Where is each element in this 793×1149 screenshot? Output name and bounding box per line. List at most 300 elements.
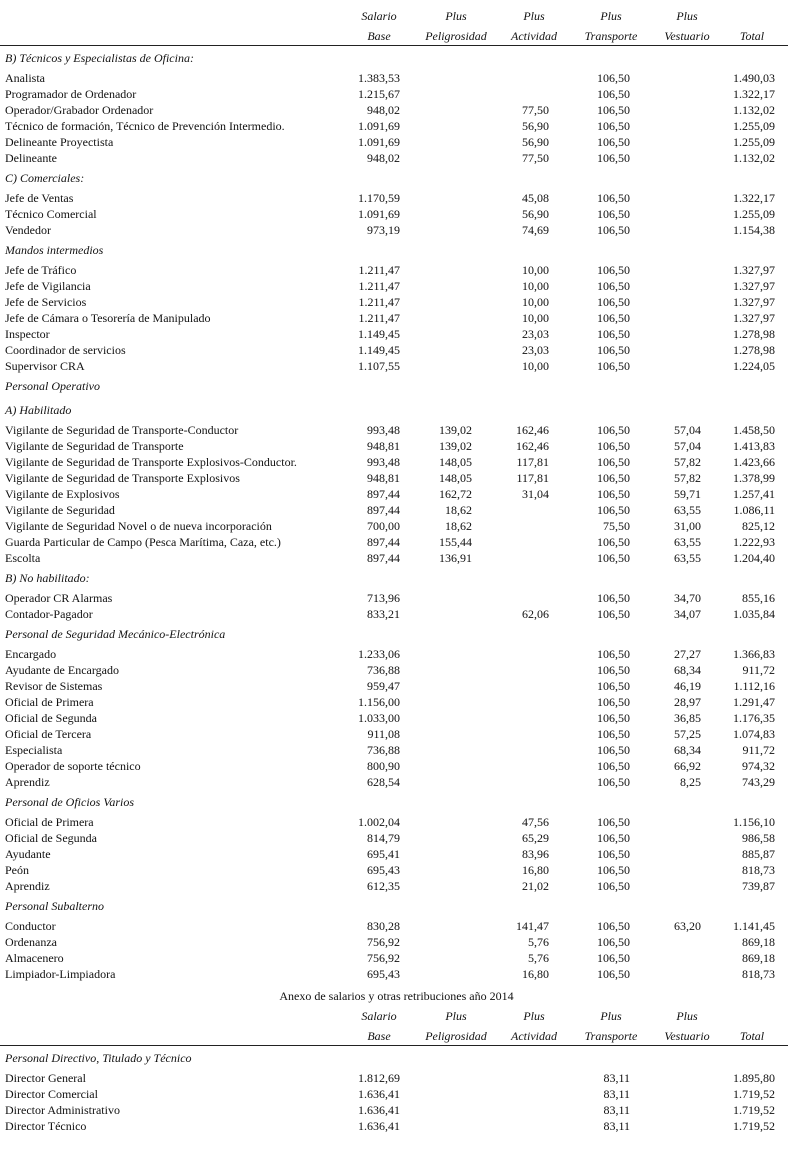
cell-transporte: 83,11 bbox=[603, 1103, 630, 1117]
cell-salario: 612,35 bbox=[367, 879, 400, 893]
row-name: Coordinador de servicios bbox=[5, 343, 126, 357]
cell-total: 1.327,97 bbox=[733, 263, 775, 277]
row-name: Oficial de Segunda bbox=[5, 711, 97, 725]
cell-total: 1.154,38 bbox=[733, 223, 775, 237]
header-transporte-line2: Transporte bbox=[584, 29, 638, 43]
cell-transporte: 106,50 bbox=[597, 951, 630, 965]
header-peligrosidad-line1: Plus bbox=[445, 9, 467, 23]
table-row bbox=[0, 550, 793, 566]
table-row bbox=[0, 294, 793, 310]
table-row bbox=[0, 726, 793, 742]
cell-total: 869,18 bbox=[742, 935, 775, 949]
cell-transporte: 106,50 bbox=[597, 191, 630, 205]
cell-salario: 993,48 bbox=[367, 423, 400, 437]
table-row bbox=[0, 118, 793, 134]
cell-salario: 948,81 bbox=[367, 471, 400, 485]
cell-transporte: 106,50 bbox=[597, 135, 630, 149]
row-name: Oficial de Primera bbox=[5, 695, 94, 709]
header-rule bbox=[0, 45, 788, 46]
row-name: Vigilante de Seguridad bbox=[5, 503, 115, 517]
cell-salario: 959,47 bbox=[367, 679, 400, 693]
cell-transporte: 106,50 bbox=[597, 487, 630, 501]
row-name: Vigilante de Seguridad de Transporte Explosivos-Conductor. bbox=[5, 455, 297, 469]
cell-salario: 1.211,47 bbox=[358, 279, 400, 293]
cell-salario: 897,44 bbox=[367, 551, 400, 565]
cell-total: 1.156,10 bbox=[733, 815, 775, 829]
table-row bbox=[0, 742, 793, 758]
header-total bbox=[702, 6, 793, 46]
cell-total: 818,73 bbox=[742, 967, 775, 981]
cell-salario: 628,54 bbox=[367, 775, 400, 789]
row-name: Peón bbox=[5, 863, 29, 877]
section-title: Personal Subalterno bbox=[5, 899, 104, 913]
cell-transporte: 106,50 bbox=[597, 263, 630, 277]
cell-salario: 1.149,45 bbox=[358, 327, 400, 341]
cell-total: 1.327,97 bbox=[733, 295, 775, 309]
table-row bbox=[0, 486, 793, 502]
cell-transporte: 106,50 bbox=[597, 551, 630, 565]
row-name: Jefe de Ventas bbox=[5, 191, 74, 205]
cell-total: 1.255,09 bbox=[733, 135, 775, 149]
cell-total: 911,72 bbox=[742, 663, 775, 677]
table-row bbox=[0, 1070, 793, 1086]
table-row bbox=[0, 454, 793, 470]
cell-vestuario: 46,19 bbox=[674, 679, 701, 693]
cell-actividad: 162,46 bbox=[516, 439, 549, 453]
cell-transporte: 106,50 bbox=[597, 591, 630, 605]
cell-transporte: 83,11 bbox=[603, 1087, 630, 1101]
table-row bbox=[0, 1086, 793, 1102]
cell-salario: 756,92 bbox=[367, 935, 400, 949]
cell-total: 1.413,83 bbox=[733, 439, 775, 453]
section-title: A) Habilitado bbox=[5, 403, 72, 417]
row-name: Director General bbox=[5, 1071, 86, 1085]
header-rule bbox=[0, 1045, 788, 1046]
header-total-line1 bbox=[702, 1006, 793, 1026]
cell-salario: 830,28 bbox=[367, 919, 400, 933]
cell-transporte: 106,50 bbox=[597, 743, 630, 757]
cell-vestuario: 59,71 bbox=[674, 487, 701, 501]
cell-vestuario: 57,25 bbox=[674, 727, 701, 741]
cell-actividad: 5,76 bbox=[528, 935, 549, 949]
table-row bbox=[0, 222, 793, 238]
cell-transporte: 106,50 bbox=[597, 327, 630, 341]
cell-transporte: 106,50 bbox=[597, 695, 630, 709]
cell-actividad: 23,03 bbox=[522, 327, 549, 341]
header-salario-line2: Base bbox=[367, 1029, 391, 1043]
row-name: Operador de soporte técnico bbox=[5, 759, 141, 773]
cell-actividad: 56,90 bbox=[522, 119, 549, 133]
table-row bbox=[0, 758, 793, 774]
cell-total: 885,87 bbox=[742, 847, 775, 861]
cell-salario: 1.091,69 bbox=[358, 119, 400, 133]
row-name: Director Administrativo bbox=[5, 1103, 120, 1117]
cell-transporte: 106,50 bbox=[597, 103, 630, 117]
cell-transporte: 106,50 bbox=[597, 535, 630, 549]
table-row bbox=[0, 1102, 793, 1118]
row-name: Vigilante de Seguridad de Transporte Explosivos bbox=[5, 471, 240, 485]
table-row bbox=[0, 342, 793, 358]
row-name: Inspector bbox=[5, 327, 50, 341]
row-name: Vigilante de Explosivos bbox=[5, 487, 120, 501]
header-vestuario-line1: Plus bbox=[676, 9, 698, 23]
cell-peligrosidad: 18,62 bbox=[445, 519, 472, 533]
cell-salario: 1.107,55 bbox=[358, 359, 400, 373]
cell-total: 986,58 bbox=[742, 831, 775, 845]
section-title: Personal de Oficios Varios bbox=[5, 795, 134, 809]
cell-salario: 1.211,47 bbox=[358, 263, 400, 277]
row-name: Limpiador-Limpiadora bbox=[5, 967, 116, 981]
cell-salario: 948,81 bbox=[367, 439, 400, 453]
cell-transporte: 106,50 bbox=[597, 759, 630, 773]
header-total-line2: Total bbox=[739, 1029, 765, 1043]
header-salario-line1: Salario bbox=[361, 1009, 397, 1023]
table-row bbox=[0, 950, 793, 966]
cell-total: 1.895,80 bbox=[733, 1071, 775, 1085]
cell-transporte: 106,50 bbox=[597, 279, 630, 293]
cell-total: 1.035,84 bbox=[733, 607, 775, 621]
section-title: Mandos intermedios bbox=[5, 243, 104, 257]
cell-transporte: 106,50 bbox=[597, 935, 630, 949]
section-title: Personal de Seguridad Mecánico-Electrónica bbox=[5, 627, 226, 641]
cell-transporte: 106,50 bbox=[597, 879, 630, 893]
cell-salario: 814,79 bbox=[367, 831, 400, 845]
cell-vestuario: 28,97 bbox=[674, 695, 701, 709]
row-name: Ordenanza bbox=[5, 935, 57, 949]
table-row bbox=[0, 774, 793, 790]
cell-peligrosidad: 162,72 bbox=[439, 487, 472, 501]
table-row bbox=[0, 534, 793, 550]
cell-transporte: 106,50 bbox=[597, 727, 630, 741]
cell-salario: 736,88 bbox=[367, 743, 400, 757]
cell-transporte: 106,50 bbox=[597, 775, 630, 789]
row-name: Jefe de Servicios bbox=[5, 295, 87, 309]
cell-salario: 833,21 bbox=[367, 607, 400, 621]
table-row bbox=[0, 278, 793, 294]
cell-total: 1.222,93 bbox=[733, 535, 775, 549]
table-row bbox=[0, 262, 793, 278]
table-row bbox=[0, 422, 793, 438]
cell-vestuario: 31,00 bbox=[674, 519, 701, 533]
table-row bbox=[0, 590, 793, 606]
cell-total: 1.719,52 bbox=[733, 1103, 775, 1117]
cell-total: 1.141,45 bbox=[733, 919, 775, 933]
row-name: Oficial de Tercera bbox=[5, 727, 92, 741]
table-row bbox=[0, 606, 793, 622]
cell-total: 1.719,52 bbox=[733, 1119, 775, 1133]
cell-salario: 695,43 bbox=[367, 967, 400, 981]
cell-peligrosidad: 148,05 bbox=[439, 471, 472, 485]
table-row bbox=[0, 102, 793, 118]
row-name: Jefe de Cámara o Tesorería de Manipulado bbox=[5, 311, 211, 325]
cell-vestuario: 63,55 bbox=[674, 503, 701, 517]
cell-total: 869,18 bbox=[742, 951, 775, 965]
cell-actividad: 62,06 bbox=[522, 607, 549, 621]
cell-transporte: 106,50 bbox=[597, 119, 630, 133]
row-name: Director Comercial bbox=[5, 1087, 98, 1101]
section-title: Personal Directivo, Titulado y Técnico bbox=[5, 1051, 192, 1065]
table-row bbox=[0, 310, 793, 326]
table-row bbox=[0, 206, 793, 222]
cell-salario: 911,08 bbox=[367, 727, 400, 741]
cell-total: 1.327,97 bbox=[733, 311, 775, 325]
header-transporte-line2: Transporte bbox=[584, 1029, 638, 1043]
cell-salario: 993,48 bbox=[367, 455, 400, 469]
row-name: Ayudante bbox=[5, 847, 51, 861]
header-total bbox=[702, 1006, 793, 1046]
table-row bbox=[0, 966, 793, 982]
cell-salario: 1.211,47 bbox=[358, 295, 400, 309]
cell-vestuario: 57,82 bbox=[674, 455, 701, 469]
cell-peligrosidad: 139,02 bbox=[439, 439, 472, 453]
row-name: Oficial de Segunda bbox=[5, 831, 97, 845]
cell-actividad: 117,81 bbox=[516, 471, 549, 485]
cell-salario: 713,96 bbox=[367, 591, 400, 605]
cell-peligrosidad: 18,62 bbox=[445, 503, 472, 517]
cell-total: 1.176,35 bbox=[733, 711, 775, 725]
row-name: Guarda Particular de Campo (Pesca Marítima, Caza, etc.) bbox=[5, 535, 281, 549]
row-name: Delineante Proyectista bbox=[5, 135, 114, 149]
row-name: Revisor de Sistemas bbox=[5, 679, 103, 693]
cell-salario: 1.091,69 bbox=[358, 135, 400, 149]
cell-total: 1.322,17 bbox=[733, 87, 775, 101]
cell-transporte: 106,50 bbox=[597, 847, 630, 861]
cell-total: 1.257,41 bbox=[733, 487, 775, 501]
cell-transporte: 106,50 bbox=[597, 455, 630, 469]
cell-actividad: 56,90 bbox=[522, 207, 549, 221]
row-name: Escolta bbox=[5, 551, 41, 565]
header-actividad-line1: Plus bbox=[523, 9, 545, 23]
table-row bbox=[0, 86, 793, 102]
cell-salario: 973,19 bbox=[367, 223, 400, 237]
cell-transporte: 106,50 bbox=[597, 71, 630, 85]
table-row bbox=[0, 150, 793, 166]
row-name: Vigilante de Seguridad Novel o de nueva incorporación bbox=[5, 519, 272, 533]
cell-actividad: 10,00 bbox=[522, 311, 549, 325]
row-name: Técnico Comercial bbox=[5, 207, 97, 221]
cell-vestuario: 57,04 bbox=[674, 423, 701, 437]
header-actividad-line2: Actividad bbox=[511, 29, 557, 43]
cell-salario: 1.170,59 bbox=[358, 191, 400, 205]
cell-transporte: 106,50 bbox=[597, 815, 630, 829]
header-peligrosidad-line1: Plus bbox=[445, 1009, 467, 1023]
table-row bbox=[0, 694, 793, 710]
cell-transporte: 106,50 bbox=[597, 471, 630, 485]
row-name: Conductor bbox=[5, 919, 56, 933]
header-peligrosidad-line2: Peligrosidad bbox=[425, 29, 487, 43]
cell-transporte: 106,50 bbox=[597, 439, 630, 453]
row-name: Operador/Grabador Ordenador bbox=[5, 103, 154, 117]
row-name: Contador-Pagador bbox=[5, 607, 93, 621]
cell-actividad: 31,04 bbox=[522, 487, 549, 501]
table-row bbox=[0, 678, 793, 694]
cell-actividad: 10,00 bbox=[522, 359, 549, 373]
cell-transporte: 106,50 bbox=[597, 647, 630, 661]
cell-transporte: 106,50 bbox=[597, 87, 630, 101]
table-row bbox=[0, 710, 793, 726]
cell-salario: 1.233,06 bbox=[358, 647, 400, 661]
section-title: Personal Operativo bbox=[5, 379, 100, 393]
table-row bbox=[0, 846, 793, 862]
cell-transporte: 106,50 bbox=[597, 207, 630, 221]
cell-transporte: 106,50 bbox=[597, 151, 630, 165]
cell-transporte: 106,50 bbox=[597, 663, 630, 677]
header-peligrosidad-line2: Peligrosidad bbox=[425, 1029, 487, 1043]
cell-total: 1.327,97 bbox=[733, 279, 775, 293]
column-header bbox=[0, 2, 793, 44]
cell-salario: 1.156,00 bbox=[358, 695, 400, 709]
cell-actividad: 77,50 bbox=[522, 151, 549, 165]
cell-salario: 1.211,47 bbox=[358, 311, 400, 325]
cell-actividad: 117,81 bbox=[516, 455, 549, 469]
cell-total: 1.423,66 bbox=[733, 455, 775, 469]
header-vestuario-line2: Vestuario bbox=[664, 29, 710, 43]
annex-title: Anexo de salarios y otras retribuciones año 2014 bbox=[279, 989, 514, 1003]
table-row bbox=[0, 1118, 793, 1134]
cell-salario: 736,88 bbox=[367, 663, 400, 677]
cell-total: 825,12 bbox=[742, 519, 775, 533]
cell-vestuario: 57,04 bbox=[674, 439, 701, 453]
cell-salario: 1.636,41 bbox=[358, 1103, 400, 1117]
cell-total: 1.458,50 bbox=[733, 423, 775, 437]
cell-total: 1.086,11 bbox=[733, 503, 775, 517]
cell-transporte: 106,50 bbox=[597, 295, 630, 309]
table-row bbox=[0, 646, 793, 662]
table-row bbox=[0, 934, 793, 950]
cell-actividad: 141,47 bbox=[516, 919, 549, 933]
cell-peligrosidad: 139,02 bbox=[439, 423, 472, 437]
cell-actividad: 10,00 bbox=[522, 295, 549, 309]
cell-actividad: 77,50 bbox=[522, 103, 549, 117]
cell-total: 1.204,40 bbox=[733, 551, 775, 565]
table-row bbox=[0, 358, 793, 374]
cell-salario: 1.033,00 bbox=[358, 711, 400, 725]
header-salario-line2: Base bbox=[367, 29, 391, 43]
cell-actividad: 16,80 bbox=[522, 863, 549, 877]
cell-salario: 1.636,41 bbox=[358, 1087, 400, 1101]
cell-vestuario: 66,92 bbox=[674, 759, 701, 773]
section-title: C) Comerciales: bbox=[5, 171, 85, 185]
table-row bbox=[0, 830, 793, 846]
cell-vestuario: 63,55 bbox=[674, 535, 701, 549]
cell-total: 1.291,47 bbox=[733, 695, 775, 709]
cell-transporte: 106,50 bbox=[597, 919, 630, 933]
table-row bbox=[0, 918, 793, 934]
header-total-line2: Total bbox=[739, 29, 765, 43]
cell-transporte: 83,11 bbox=[603, 1119, 630, 1133]
cell-actividad: 83,96 bbox=[522, 847, 549, 861]
row-name: Técnico de formación, Técnico de Prevención Intermedio. bbox=[5, 119, 285, 133]
cell-actividad: 23,03 bbox=[522, 343, 549, 357]
table-row bbox=[0, 134, 793, 150]
cell-salario: 1.383,53 bbox=[358, 71, 400, 85]
cell-salario: 1.812,69 bbox=[358, 1071, 400, 1085]
cell-total: 1.224,05 bbox=[733, 359, 775, 373]
row-name: Vigilante de Seguridad de Transporte bbox=[5, 439, 184, 453]
cell-total: 1.322,17 bbox=[733, 191, 775, 205]
cell-total: 739,87 bbox=[742, 879, 775, 893]
cell-actividad: 10,00 bbox=[522, 279, 549, 293]
cell-salario: 800,90 bbox=[367, 759, 400, 773]
row-name: Analista bbox=[5, 71, 45, 85]
cell-salario: 948,02 bbox=[367, 103, 400, 117]
cell-transporte: 106,50 bbox=[597, 311, 630, 325]
cell-vestuario: 57,82 bbox=[674, 471, 701, 485]
header-vestuario-line1: Plus bbox=[676, 1009, 698, 1023]
cell-salario: 695,41 bbox=[367, 847, 400, 861]
cell-actividad: 162,46 bbox=[516, 423, 549, 437]
row-name: Programador de Ordenador bbox=[5, 87, 137, 101]
cell-total: 1.278,98 bbox=[733, 343, 775, 357]
table-row bbox=[0, 814, 793, 830]
cell-actividad: 16,80 bbox=[522, 967, 549, 981]
cell-total: 1.378,99 bbox=[733, 471, 775, 485]
table-row bbox=[0, 190, 793, 206]
cell-total: 1.132,02 bbox=[733, 103, 775, 117]
table-row bbox=[0, 878, 793, 894]
cell-transporte: 106,50 bbox=[597, 967, 630, 981]
cell-salario: 1.215,67 bbox=[358, 87, 400, 101]
cell-actividad: 56,90 bbox=[522, 135, 549, 149]
row-name: Vigilante de Seguridad de Transporte-Conductor bbox=[5, 423, 239, 437]
cell-salario: 756,92 bbox=[367, 951, 400, 965]
cell-peligrosidad: 136,91 bbox=[439, 551, 472, 565]
cell-total: 1.255,09 bbox=[733, 207, 775, 221]
row-name: Ayudante de Encargado bbox=[5, 663, 119, 677]
cell-salario: 1.636,41 bbox=[358, 1119, 400, 1133]
cell-salario: 1.091,69 bbox=[358, 207, 400, 221]
cell-transporte: 106,50 bbox=[597, 223, 630, 237]
cell-total: 818,73 bbox=[742, 863, 775, 877]
cell-transporte: 75,50 bbox=[603, 519, 630, 533]
row-name: Delineante bbox=[5, 151, 57, 165]
cell-total: 1.132,02 bbox=[733, 151, 775, 165]
cell-salario: 897,44 bbox=[367, 503, 400, 517]
table-row bbox=[0, 862, 793, 878]
header-transporte-line1: Plus bbox=[600, 1009, 622, 1023]
table-row bbox=[0, 470, 793, 486]
cell-vestuario: 34,07 bbox=[674, 607, 701, 621]
table-row bbox=[0, 438, 793, 454]
cell-vestuario: 8,25 bbox=[680, 775, 701, 789]
row-name: Aprendiz bbox=[5, 775, 50, 789]
cell-total: 1.490,03 bbox=[733, 71, 775, 85]
table-row bbox=[0, 662, 793, 678]
header-total-line1 bbox=[702, 6, 793, 26]
table-row bbox=[0, 518, 793, 534]
cell-total: 974,32 bbox=[742, 759, 775, 773]
cell-actividad: 45,08 bbox=[522, 191, 549, 205]
cell-transporte: 106,50 bbox=[597, 423, 630, 437]
row-name: Almacenero bbox=[5, 951, 64, 965]
cell-actividad: 65,29 bbox=[522, 831, 549, 845]
cell-total: 1.278,98 bbox=[733, 327, 775, 341]
cell-total: 743,29 bbox=[742, 775, 775, 789]
cell-peligrosidad: 155,44 bbox=[439, 535, 472, 549]
header-salario-line1: Salario bbox=[361, 9, 397, 23]
header-actividad-line1: Plus bbox=[523, 1009, 545, 1023]
cell-salario: 897,44 bbox=[367, 535, 400, 549]
cell-actividad: 21,02 bbox=[522, 879, 549, 893]
header-vestuario-line2: Vestuario bbox=[664, 1029, 710, 1043]
header-actividad-line2: Actividad bbox=[511, 1029, 557, 1043]
row-name: Vendedor bbox=[5, 223, 51, 237]
cell-total: 1.074,83 bbox=[733, 727, 775, 741]
section-title: B) No habilitado: bbox=[5, 571, 90, 585]
cell-transporte: 106,50 bbox=[597, 607, 630, 621]
cell-salario: 1.002,04 bbox=[358, 815, 400, 829]
row-name: Especialista bbox=[5, 743, 63, 757]
